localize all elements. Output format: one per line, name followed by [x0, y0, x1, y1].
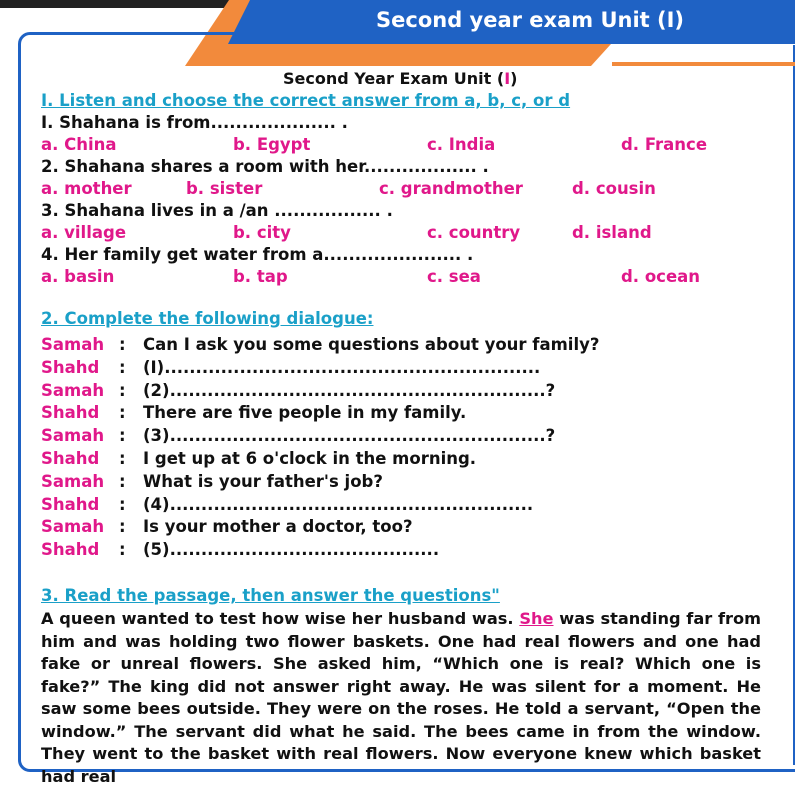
dialogue-colon: :	[119, 403, 126, 423]
q2-option-d: d. cousin	[572, 179, 656, 198]
dialogue-colon: :	[119, 517, 126, 537]
exam-title-number: I	[504, 69, 511, 88]
dialogue-line: There are five people in my family.	[143, 403, 467, 423]
passage-text-rest: was standing far from him and was holding two flower baskets. One had real flowers and one had fake or unreal flowers. She asked him, “Which one is real? Which one is fake?” The king did not answer right away. He was silent for a moment. He saw some bees outside. They were on the roses. He told a servant, “Open the window.” The servant did what he said. The bees came in from the window. They went to the basket with real flowers. Now everyone knew which basket had real	[41, 609, 761, 786]
dialogue-line: (5)...........................................	[143, 540, 440, 560]
dialogue-speaker: Shahd	[41, 403, 100, 423]
dialogue-colon: :	[119, 426, 126, 446]
dialogue-speaker: Shahd	[41, 357, 100, 377]
q1-option-b: b. Egypt	[233, 135, 311, 154]
section1-heading: I. Listen and choose the correct answer from a, b, c, or d	[41, 91, 571, 110]
exam-title-suffix: )	[510, 69, 518, 88]
dialogue-colon: :	[119, 471, 126, 491]
question-2: 2. Shahana shares a room with her.................. .	[41, 157, 489, 176]
dialogue-line: Can I ask you some questions about your family?	[143, 335, 600, 354]
q3-option-b: b. city	[233, 223, 291, 242]
dialogue-speaker: Samah	[41, 380, 105, 400]
q1-option-c: c. India	[427, 135, 496, 154]
dialogue-colon: :	[119, 380, 126, 400]
dialogue-speaker: Samah	[41, 517, 105, 537]
question-1: I. Shahana is from.................... .	[41, 113, 348, 132]
q2-option-c: c. grandmother	[379, 179, 523, 198]
dialogue-speaker: Samah	[41, 426, 105, 446]
q3-option-d: d. island	[572, 223, 652, 242]
q4-option-a: a. basin	[41, 267, 115, 286]
dialogue-speaker: Samah	[41, 471, 105, 491]
reading-passage	[41, 608, 761, 788]
question-4: 4. Her family get water from a...................... .	[41, 245, 474, 264]
dialogue-line: What is your father's job?	[143, 471, 383, 491]
q3-option-c: c. country	[427, 223, 521, 242]
dialogue-line: (I)............................................................	[143, 357, 541, 377]
dialogue-colon: :	[119, 335, 126, 354]
dialogue-speaker: Shahd	[41, 494, 100, 514]
dialogue-line: I get up at 6 o'clock in the morning.	[143, 449, 477, 468]
dialogue-line: (2)............................................................?	[143, 380, 556, 400]
exam-title	[283, 68, 517, 90]
dialogue-colon: :	[119, 494, 126, 514]
q2-option-b: b. sister	[186, 179, 263, 198]
dialogue-speaker: Samah	[41, 335, 105, 354]
q4-option-b: b. tap	[233, 267, 288, 286]
q4-option-d: d. ocean	[621, 267, 701, 286]
q3-option-a: a. village	[41, 223, 127, 242]
question-3: 3. Shahana lives in a /an ................. .	[41, 201, 393, 220]
passage-text-start: A queen wanted to test how wise her husband was.	[41, 609, 520, 628]
dialogue-speaker: Shahd	[41, 449, 100, 468]
dialogue-colon: :	[119, 357, 126, 377]
section2-heading: 2. Complete the following dialogue:	[41, 309, 374, 328]
exam-title-prefix: Second Year Exam Unit (	[283, 69, 505, 88]
q1-option-a: a. China	[41, 135, 117, 154]
dialogue-colon: :	[119, 449, 126, 468]
q2-option-a: a. mother	[41, 179, 132, 198]
passage-underlined-pronoun: She	[519, 609, 554, 628]
section3-heading: 3. Read the passage, then answer the questions"	[41, 586, 500, 605]
dialogue-line: Is your mother a doctor, too?	[143, 517, 413, 537]
dialogue-colon: :	[119, 540, 126, 560]
q1-option-d: d. France	[621, 135, 708, 154]
q4-option-c: c. sea	[427, 267, 481, 286]
dialogue-line: (4)..........................................................	[143, 494, 534, 514]
dialogue-line: (3)............................................................?	[143, 426, 556, 446]
dialogue-speaker: Shahd	[41, 540, 100, 560]
header-title: Second year exam Unit (I)	[376, 8, 685, 32]
